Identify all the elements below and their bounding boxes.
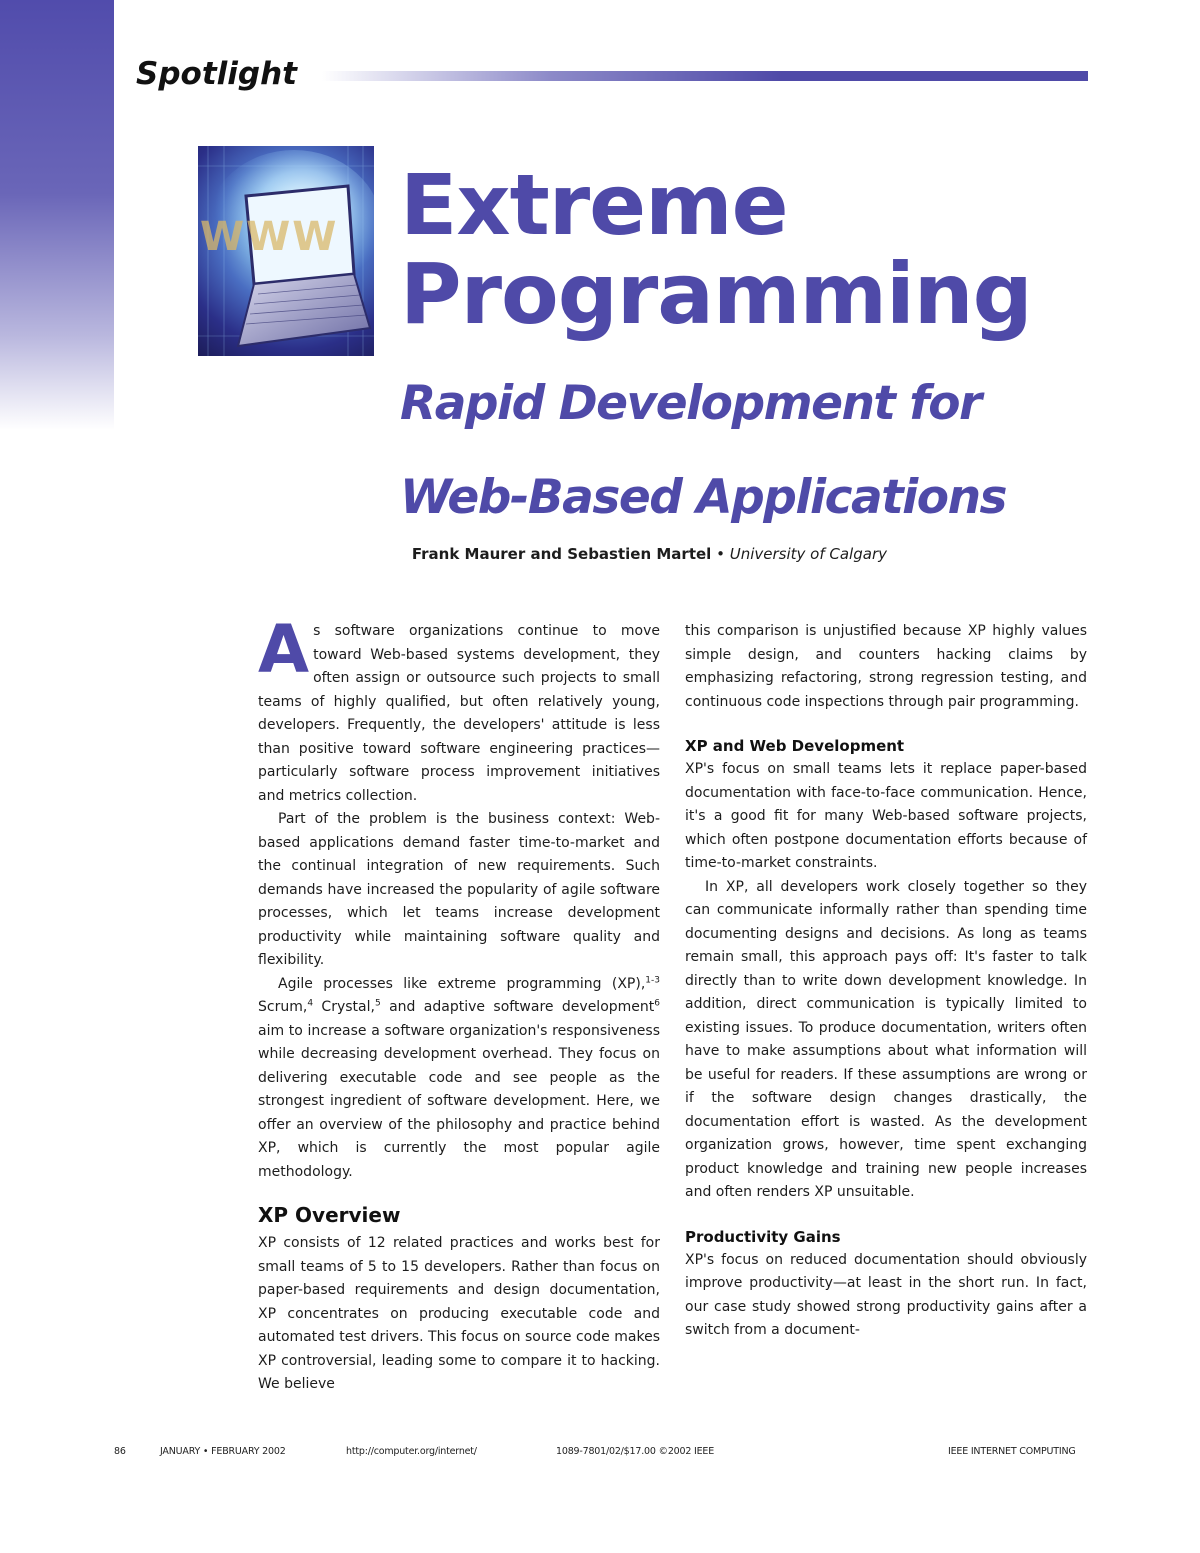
paragraph-text: Scrum, xyxy=(258,999,308,1015)
paragraph-text: Crystal, xyxy=(313,999,375,1015)
title-line-1: Extreme xyxy=(400,156,788,254)
paragraph: XP consists of 12 related practices and works best for small teams of 5 to 15 developers. Rather than focus on paper-based requirements and design documentation, XP concentrates on producing executable code and automated test drivers. This focus on source code makes XP controversial, leading some to compare it to hacking. We believe xyxy=(258,1235,660,1392)
byline-authors: Frank Maurer and Sebastien Martel xyxy=(411,545,712,563)
paragraph-text: Agile processes like extreme programming (XP), xyxy=(278,975,646,992)
section-heading: XP Overview xyxy=(258,1203,401,1227)
subsection-heading: Productivity Gains xyxy=(685,1227,841,1246)
paragraph: XP's focus on reduced documentation should obviously improve productivity—at least in the short run. In fact, our case study showed strong productivity gains after a switch from a document- xyxy=(685,1251,1087,1338)
intro-paragraph xyxy=(258,611,660,808)
side-color-stripe xyxy=(0,0,114,430)
subtitle-line-2: Web-Based Applications xyxy=(400,470,1007,525)
reference-marker: 1-3 xyxy=(645,974,660,985)
paragraph: In XP, all developers work closely together so they can communicate informally rather than spending time documenting designs and decisions. As long as teams remain small, this approach pays off: It's faster to talk directly than to write down development knowledge. In addition, direct communication is typically limited to existing issues. To produce documentation, writers often have to make assumptions about what information will be useful for readers. If these assumptions are wrong or if the software design changes drastically, the documentation effort is wasted. As the development organization grows, however, time spent exchanging product knowledge and training new people increases and often renders XP unsuitable. xyxy=(685,878,1087,1200)
reference-marker: 6 xyxy=(654,998,660,1009)
paragraph: this comparison is unjustified because XP highly values simple design, and counters hacking claims by emphasizing refactoring, strong regression testing, and continuous code inspections through pair programming. xyxy=(685,623,1087,710)
left-column xyxy=(258,611,660,1397)
title-line-2: Programming xyxy=(400,245,1032,343)
footer-page-number: 86 xyxy=(114,1446,126,1457)
paragraph: Part of the problem is the business context: Web-based applications demand faster time-to-market and the continual integration of new requirements. Such demands have increased the popularity of agile software processes, which let teams increase development productivity while maintaining software quality and flexibility. xyxy=(258,811,660,968)
drop-cap: A xyxy=(258,611,310,688)
paragraph xyxy=(258,973,660,1185)
byline-affiliation: University of Calgary xyxy=(729,545,887,563)
right-column xyxy=(685,620,1087,1343)
reference-marker: 4 xyxy=(307,998,314,1009)
paragraph-text: and adaptive software development xyxy=(380,999,655,1015)
header-rule xyxy=(322,71,1088,81)
footer-issn: 1089-7801/02/$17.00 ©2002 IEEE xyxy=(556,1446,715,1457)
reference-marker: 5 xyxy=(374,998,381,1009)
intro-text: s software organizations continue to move toward Web-based systems development, they often assign or outsource such projects to small teams of highly qualified, but often relatively young, developers. Frequently, the developers' attitude is less than positive toward software engineering practices—particularly software process improvement initiatives and metrics collection. xyxy=(258,623,660,804)
www-label: WWW xyxy=(200,214,339,260)
footer-publication: IEEE INTERNET COMPUTING xyxy=(948,1446,1076,1457)
byline-separator: • xyxy=(716,545,725,563)
section-label: Spotlight xyxy=(136,56,297,92)
byline xyxy=(400,545,887,563)
paragraph-text: aim to increase a software organization's responsiveness while decreasing development overhead. They focus on delivering executable code and see people as the strongest ingredient of software development. Here, we offer an overview of the philosophy and practice behind XP, which is currently the most popular agile methodology. xyxy=(258,1022,660,1180)
footer-date: JANUARY • FEBRUARY 2002 xyxy=(160,1446,286,1457)
footer-url[interactable]: http://computer.org/internet/ xyxy=(346,1446,477,1457)
subsection-heading: XP and Web Development xyxy=(685,737,905,755)
web-laptop-illustration xyxy=(198,146,374,356)
paragraph: XP's focus on small teams lets it replace paper-based documentation with face-to-face communication. Hence, it's a good fit for many Web-based software projects, which often postpone documentation efforts because of time-to-market constraints. xyxy=(685,761,1087,871)
subtitle-line-1: Rapid Development for xyxy=(400,376,981,431)
